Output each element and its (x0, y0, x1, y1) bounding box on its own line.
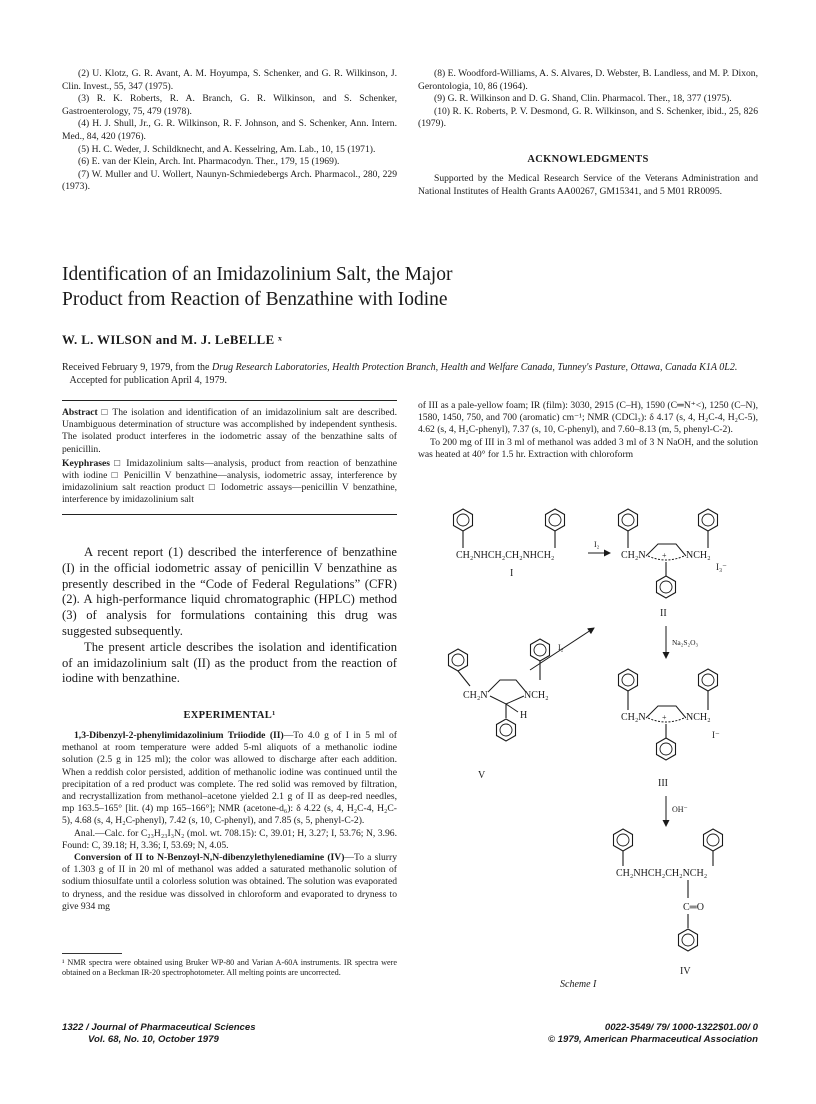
nch2-right-V: NCH₂ (524, 690, 549, 701)
reagent-thiosulfate: Na₂S₂O₃ (672, 638, 699, 647)
abstract (62, 407, 397, 456)
experimental-paragraph (62, 852, 397, 913)
intro-paragraph: A recent report (1) described the interference of benzathine (I) in the official iodometric assay of penicillin V benzathine as presently described in the “Code of Federal Regulations” (CFR) (2). A high-performance liquid chromatographic (HPLC) method (3) of analysis for formulations containing this drug was suggested subsequently. (62, 545, 397, 638)
reference-item: (10) R. K. Roberts, P. V. Desmond, G. R. Wilkinson, and S. Schenker, ibid., 25, 826 (1979). (418, 105, 758, 130)
keyphrases (62, 458, 397, 507)
copyright-line: © 1979, American Pharmaceutical Association (547, 1034, 758, 1045)
title-line-2: Product from Reaction of Benzathine with Iodine (62, 289, 448, 310)
compound-II (619, 509, 728, 619)
experimental-text: —To a slurry of 1.303 g of II in 20 ml of methanol was added a saturated methanolic solution of sodium thiosulfate until a colorless solution was obtained. The solution was evaporated to dryness, and the residue was dissolved in chloroform and evaporated to dryness to give 934 mg (62, 852, 398, 912)
reference-item: (8) E. Woodford-Williams, A. S. Alvares, D. Webster, B. Landless, and M. P. Dixon, Gerontologia, 10, 86 (1964). (418, 68, 758, 92)
experimental-section (62, 730, 397, 913)
abstract-label: Abstract □ (62, 407, 109, 418)
references-right (418, 68, 758, 131)
ch2n-left: CH₂N (621, 550, 646, 561)
reference-item: (4) H. J. Shull, Jr., G. R. Wilkinson, R. F. Johnson, and S. Schenker, Ann. Intern. Med., 84, 420 (1976). (62, 118, 397, 142)
footnote-rule (62, 953, 122, 954)
volume-line: Vol. 68, No. 10, October 1979 (88, 1034, 219, 1045)
article-title (62, 262, 602, 312)
ch2n-left-III: CH₂N (621, 712, 646, 723)
reference-item: (2) U. Klotz, G. R. Avant, A. M. Hoyumpa, S. Schenker, and G. R. Wilkinson, J. Clin. Invest., 55, 347 (1975). (62, 68, 397, 92)
anion-iodide: I⁻ (712, 730, 720, 740)
formula-IV: CH₂NHCH₂CH₂NCH₂ (616, 868, 708, 879)
hydrogen-label: H (520, 710, 528, 721)
plus-charge: + (662, 551, 667, 560)
compound-V (449, 639, 550, 781)
label-IV: IV (680, 966, 691, 977)
keyphrases-text: Imidazolinium salts—analysis, product from reaction of benzathine with iodine □ Penicillin V benzathine—analysis, iodometric assay, interference by imidazolinium salt reaction product □ Iodometric assays—penicillin V benzathine, interference by imidazolinium salt (62, 457, 398, 506)
body-paragraph: To 200 mg of III in 3 ml of methanol was added 3 ml of 3 N NaOH, and the solution was heated at 40° for 1.5 hr. Extraction with chloroform (418, 436, 758, 460)
label-I: I (510, 568, 514, 579)
compound-heading: Conversion of II to N-Benzoyl-N,N-dibenzylethylenediamine (IV) (74, 852, 345, 864)
page-footer-right (520, 1022, 758, 1046)
acknowledgments-text: Supported by the Medical Research Service of the Veterans Administration and National Institutes of Health Grants AA00267, GM15341, and 5 M01 RR0095. (418, 173, 758, 197)
ch2n-left-V: CH₂N (463, 690, 488, 701)
footnote: ¹ NMR spectra were obtained using Bruker WP-80 and Varian A-60A instruments. IR spectra were obtained on a Beckman IR-20 spectrophotometer. All melting points are uncorrected. (62, 958, 397, 977)
reference-item: (7) W. Muller and U. Wollert, Naunyn-Schmiedebergs Arch. Pharmacol., 280, 229 (1973). (62, 168, 397, 193)
abstract-text: The isolation and identification of an imidazolinium salt are described. Unambiguous determination of structure was accomplished by independent synthesis. The isolated product interferes in the iodometric assay of the benzathine salts of penicillin. (62, 407, 397, 455)
reference-item: (5) H. C. Weder, J. Schildknecht, and A. Kesselring, Am. Lab., 10, 15 (1971). (78, 143, 376, 155)
keyphrases-label: Keyphrases □ (62, 457, 122, 469)
anion-triiodide: I₃⁻ (716, 562, 727, 572)
body-paragraph: of III as a pale-yellow foam; IR (film): 3030, 2915 (C–H), 1590 (C═N⁺<), 1250 (C–N), 1580, 1450, 750, and 700 (aromatic) cm⁻¹; NMR (CDCl₃): δ 4.17 (s, 4, H₂C-4, H₂C-5), 4.62 (s, 4, H₂C-phenyl), 7.37 (s, 10, C-phenyl), and 7.60–8.13 (m, 5, phenyl-C-2). (418, 400, 758, 436)
reference-item: (3) R. K. Roberts, R. A. Branch, G. R. Wilkinson, and S. Schenker, Gastroenterology, 75, 479 (1978). (62, 93, 397, 117)
carbonyl-group: C═O (683, 902, 704, 913)
experimental-paragraph: Anal.—Calc. for C₂₃H₂₃I₃N₂ (mol. wt. 708.15): C, 39.01; H, 3.27; I, 53.76; N, 3.96. Found: C, 39.18; H, 3.36; I, 53.69; N, 4.05. (62, 827, 397, 851)
reference-item: (6) E. van der Klein, Arch. Int. Pharmacodyn. Ther., 179, 15 (1969). (78, 156, 340, 168)
compound-heading: 1,3-Dibenzyl-2-phenylimidazolinium Triiodide (II) (74, 730, 284, 741)
received-line (62, 362, 762, 387)
experimental-heading: EXPERIMENTAL¹ (183, 710, 276, 721)
page-footer-left (62, 1022, 256, 1046)
reference-item: (9) G. R. Wilkinson and D. G. Shand, Clin. Pharmacol. Ther., 18, 377 (1975). (434, 93, 732, 105)
compound-III (619, 669, 720, 789)
accepted-date: Accepted for publication April 4, 1979. (69, 374, 227, 386)
title-line-1: Identification of an Imidazolinium Salt, the Major (62, 264, 453, 285)
label-II: II (660, 608, 667, 619)
compound-IV (614, 829, 723, 977)
scheme-diagram (418, 490, 758, 990)
introduction (62, 545, 397, 687)
nch2-right-III: NCH₂ (686, 712, 711, 723)
journal-line: 1322 / Journal of Pharmaceutical Sciences (62, 1022, 256, 1033)
formula-I: CH₂NHCH₂CH₂NHCH₂ (456, 550, 555, 561)
experimental-paragraph (62, 730, 397, 828)
right-column-text (418, 400, 758, 461)
label-V: V (478, 770, 486, 781)
compound-I (454, 509, 565, 579)
experimental-text: —To 4.0 g of I in 5 ml of methanol at room temperature were added 5-ml aliquots of a methanolic iodine solution (2.5 g in 125 ml); the color was allowed to discharge after each addition. When a reddish color persisted, addition of methanolic iodine was continued until the precipitation of a red product was complete. The red solid was removed by filtration, and recrystallization from methanol–acetone yielded 2.1 g of II as deep-red needles, mp 163.5–165° [lit. (4) mp 165–166°]; NMR (acetone-d₆): δ 4.22 (s, 4, H₂C-4, H₂C-5), 4.68 (s, 4, H₂C-phenyl), 7.42 (s, 10, C-phenyl), and 7.85 (s, 5, phenyl-C-2). (62, 730, 397, 827)
plus-charge-III: + (662, 713, 667, 722)
received-prefix: Received February 9, 1979, from the (62, 362, 212, 373)
label-III: III (658, 778, 668, 789)
nch2-right: NCH₂ (686, 550, 711, 561)
references-left (62, 68, 397, 194)
article-authors: W. L. WILSON and M. J. LeBELLE ˣ (62, 333, 283, 347)
abstract-box (62, 400, 397, 515)
received-affiliation: Drug Research Laboratories, Health Protection Branch, Health and Welfare Canada, Tunney's Pasture, Ottawa, Canada K1A 0L2. (211, 362, 738, 373)
intro-paragraph: The present article describes the isolation and identification of an imidazolinium salt (II) as the product from the reaction of iodine with benzathine. (62, 639, 397, 686)
scheme-caption: Scheme I (560, 979, 597, 990)
acknowledgments-heading: ACKNOWLEDGMENTS (527, 154, 649, 165)
reagent-hydroxide: OH⁻ (672, 805, 688, 814)
issn-line: 0022-3549/ 79/ 1000-1322$01.00/ 0 (604, 1022, 758, 1033)
reagent-iodine: I₂ (594, 540, 600, 549)
reagent-iodine-2: I₂ (558, 643, 564, 652)
